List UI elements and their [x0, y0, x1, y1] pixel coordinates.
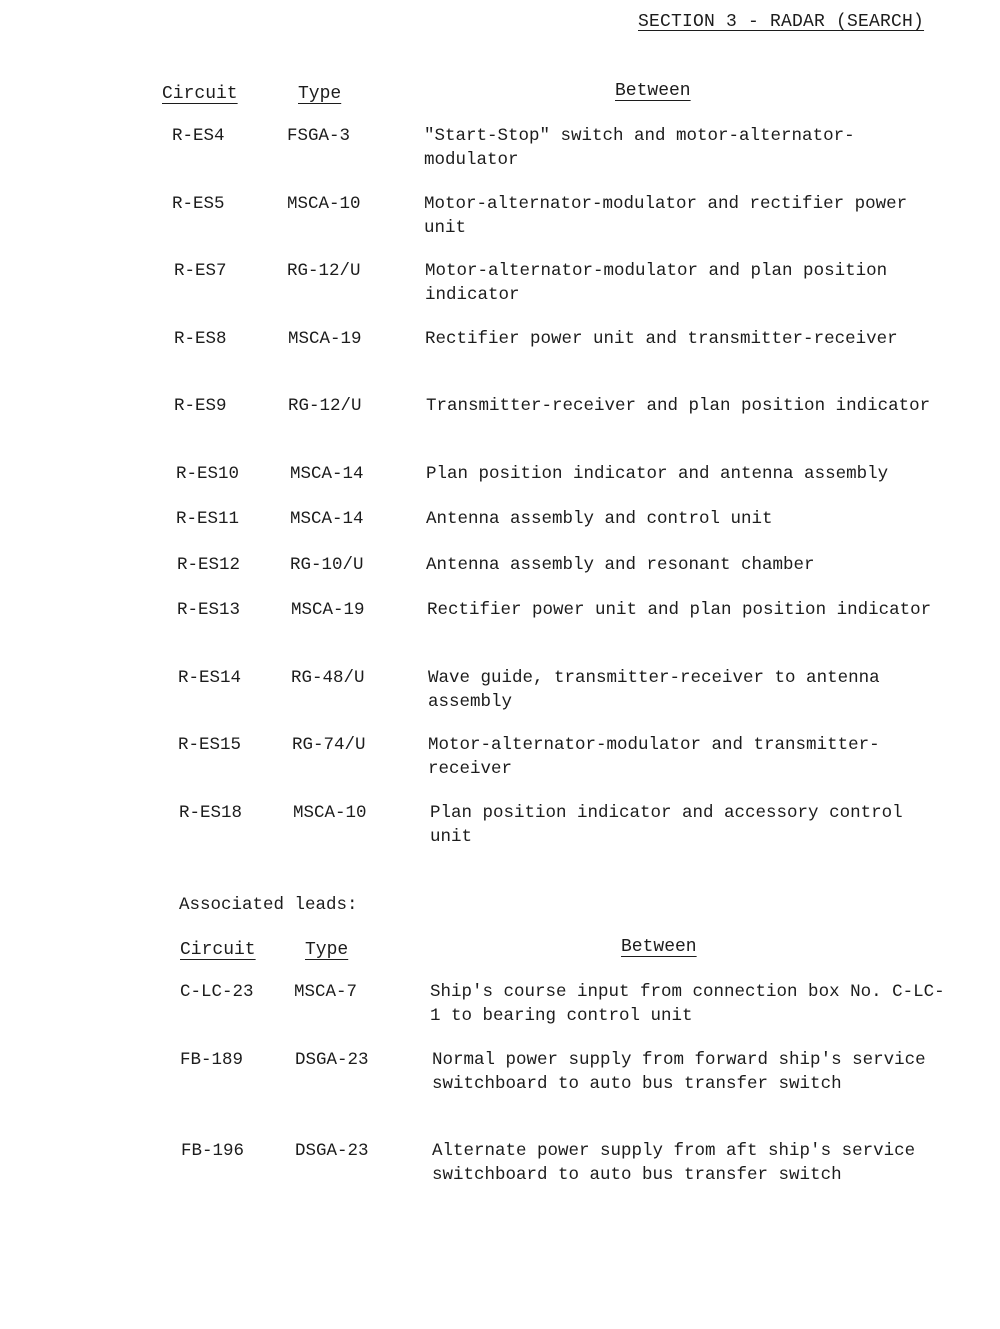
header-between: Between	[615, 81, 691, 101]
circuit-cell: R-ES7	[174, 261, 227, 281]
header-circuit: Circuit	[162, 84, 238, 104]
circuit-cell: C-LC-23	[180, 982, 254, 1002]
circuit-cell: FB-196	[181, 1141, 245, 1161]
type-cell: MSCA-10	[287, 194, 361, 214]
circuit-cell: R-ES18	[179, 803, 243, 823]
between-cell: Ship's course input from connection box No. C-LC-1 to bearing control unit	[430, 982, 945, 1026]
type-cell: RG-12/U	[287, 261, 361, 281]
type-cell: MSCA-7	[294, 982, 358, 1002]
between-cell: Rectifier power unit and transmitter-receiver	[425, 329, 898, 349]
between-cell: Motor-alternator-modulator and plan position indicator	[425, 261, 888, 305]
circuit-cell: R-ES13	[177, 600, 241, 620]
between-cell: Motor-alternator-modulator and rectifier power unit	[424, 194, 908, 238]
type-cell: RG-48/U	[291, 668, 365, 688]
assoc-header-between: Between	[621, 937, 697, 957]
between-cell: Normal power supply from forward ship's service switchboard to auto bus transfer switch	[432, 1050, 926, 1094]
circuit-cell: FB-189	[180, 1050, 244, 1070]
between-cell: "Start-Stop" switch and motor-alternator-modulator	[424, 126, 855, 170]
circuit-cell: R-ES8	[174, 329, 227, 349]
header-type: Type	[298, 84, 342, 104]
between-cell: Rectifier power unit and plan position indicator	[427, 600, 932, 620]
type-cell: MSCA-10	[293, 803, 367, 823]
circuit-cell: R-ES9	[174, 396, 227, 416]
type-cell: MSCA-19	[291, 600, 365, 620]
type-cell: MSCA-14	[290, 509, 364, 529]
between-cell: Motor-alternator-modulator and transmitter-receiver	[428, 735, 880, 779]
between-cell: Wave guide, transmitter-receiver to antenna assembly	[428, 668, 880, 712]
circuit-cell: R-ES12	[177, 555, 241, 575]
type-cell: RG-12/U	[288, 396, 362, 416]
type-cell: RG-10/U	[290, 555, 364, 575]
type-cell: MSCA-19	[288, 329, 362, 349]
associated-leads-label: Associated leads:	[179, 895, 358, 915]
between-cell: Transmitter-receiver and plan position indicator	[426, 396, 931, 416]
circuit-cell: R-ES11	[176, 509, 240, 529]
type-cell: RG-74/U	[292, 735, 366, 755]
between-cell: Antenna assembly and control unit	[426, 509, 773, 529]
circuit-cell: R-ES10	[176, 464, 240, 484]
between-cell: Antenna assembly and resonant chamber	[426, 555, 815, 575]
assoc-header-circuit: Circuit	[180, 940, 256, 960]
type-cell: MSCA-14	[290, 464, 364, 484]
type-cell: FSGA-3	[287, 126, 351, 146]
between-cell: Plan position indicator and antenna assembly	[426, 464, 889, 484]
between-cell: Alternate power supply from aft ship's service switchboard to auto bus transfer switch	[432, 1141, 916, 1185]
type-cell: DSGA-23	[295, 1141, 369, 1161]
circuit-cell: R-ES14	[178, 668, 242, 688]
circuit-cell: R-ES15	[178, 735, 242, 755]
assoc-header-type: Type	[305, 940, 349, 960]
between-cell: Plan position indicator and accessory control unit	[430, 803, 903, 847]
section-title: SECTION 3 - RADAR (SEARCH)	[638, 12, 925, 32]
circuit-cell: R-ES5	[172, 194, 225, 214]
type-cell: DSGA-23	[295, 1050, 369, 1070]
circuit-cell: R-ES4	[172, 126, 225, 146]
